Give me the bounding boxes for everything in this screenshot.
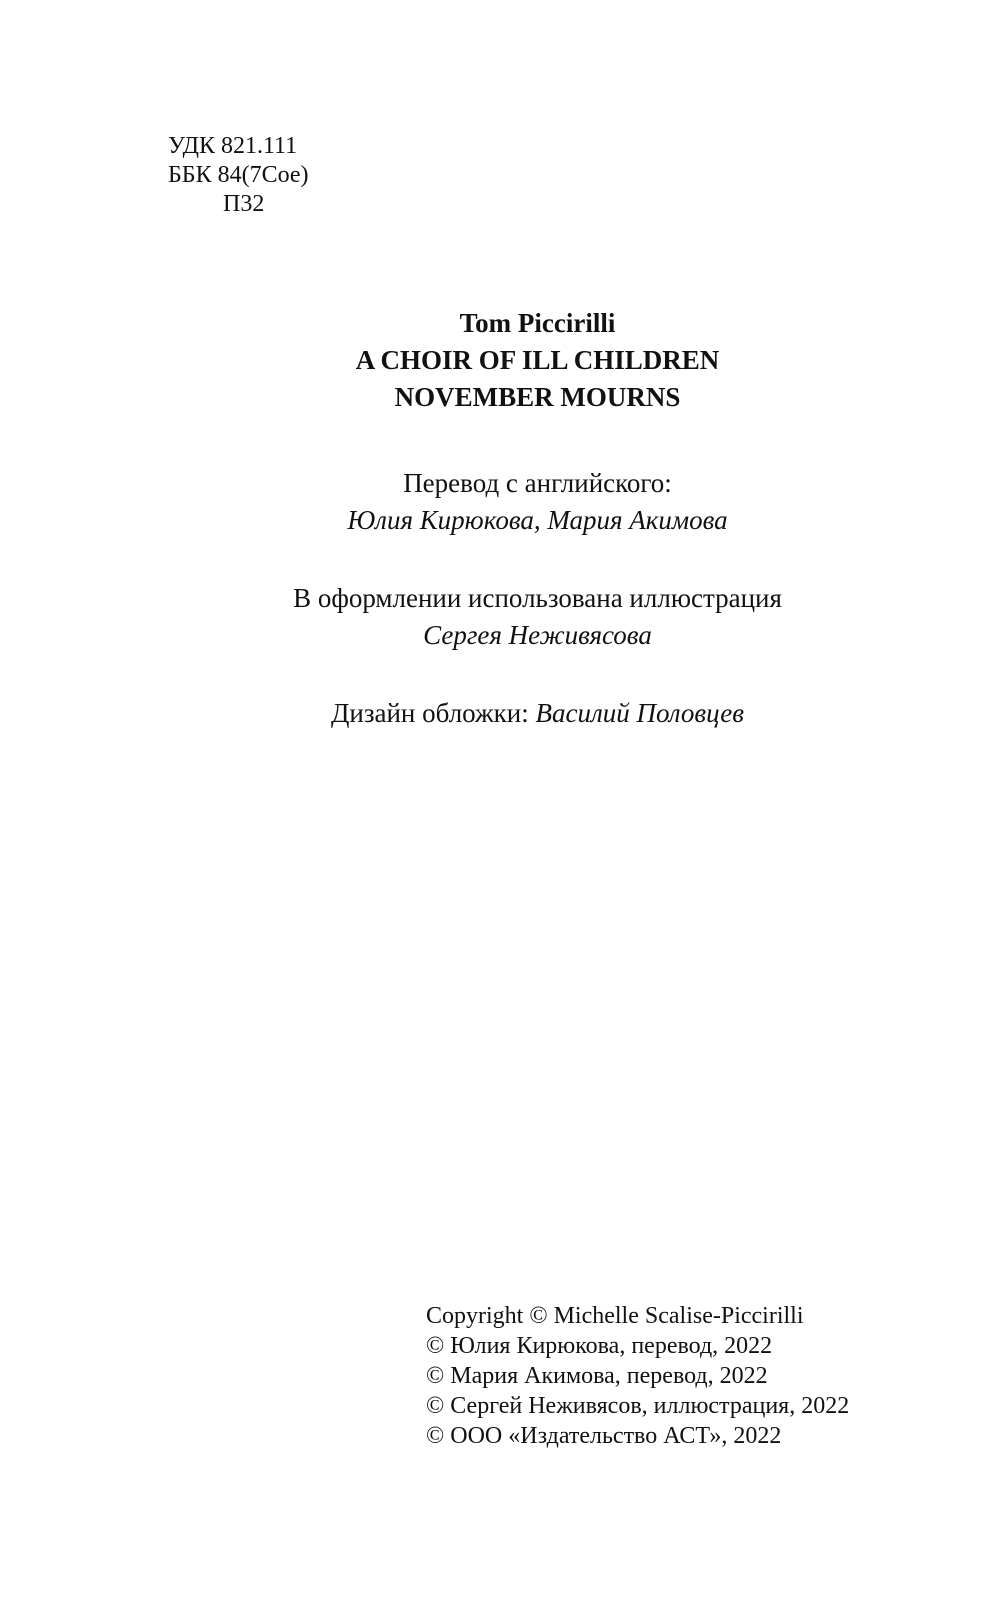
original-title-block bbox=[0, 305, 1000, 416]
cover-designer-name: Василий Половцев bbox=[535, 698, 745, 728]
original-title-1: A CHOIR OF ILL CHILDREN bbox=[355, 345, 720, 375]
original-author: Tom Piccirilli bbox=[459, 308, 616, 338]
translation-credit bbox=[0, 465, 1000, 539]
illustration-credit bbox=[0, 580, 1000, 654]
copyright-line: © Сергей Неживясов, иллюстрация, 2022 bbox=[426, 1393, 850, 1419]
translation-label: Перевод с английского: bbox=[403, 468, 672, 498]
translators-names: Юлия Кирюкова, Мария Акимова bbox=[347, 505, 728, 535]
library-classification bbox=[168, 132, 309, 219]
author-mark: П32 bbox=[223, 191, 265, 217]
cover-design-credit bbox=[0, 695, 1000, 732]
illustration-label: В оформлении использована иллюстрация bbox=[293, 583, 782, 613]
bbk-code: ББК 84(7Сое) bbox=[168, 162, 309, 188]
illustrator-name: Сергея Неживясова bbox=[423, 620, 652, 650]
copyright-line: Copyright © Michelle Scalise-Piccirilli bbox=[426, 1303, 804, 1329]
copyright-block bbox=[426, 1301, 849, 1451]
original-title-2: NOVEMBER MOURNS bbox=[394, 382, 681, 412]
copyright-line: © Юлия Кирюкова, перевод, 2022 bbox=[426, 1333, 773, 1359]
cover-design-label: Дизайн обложки: bbox=[330, 698, 536, 728]
copyright-line: © ООО «Издательство АСТ», 2022 bbox=[426, 1423, 782, 1449]
copyright-line: © Мария Акимова, перевод, 2022 bbox=[426, 1363, 768, 1389]
udk-code: УДК 821.111 bbox=[168, 133, 298, 159]
